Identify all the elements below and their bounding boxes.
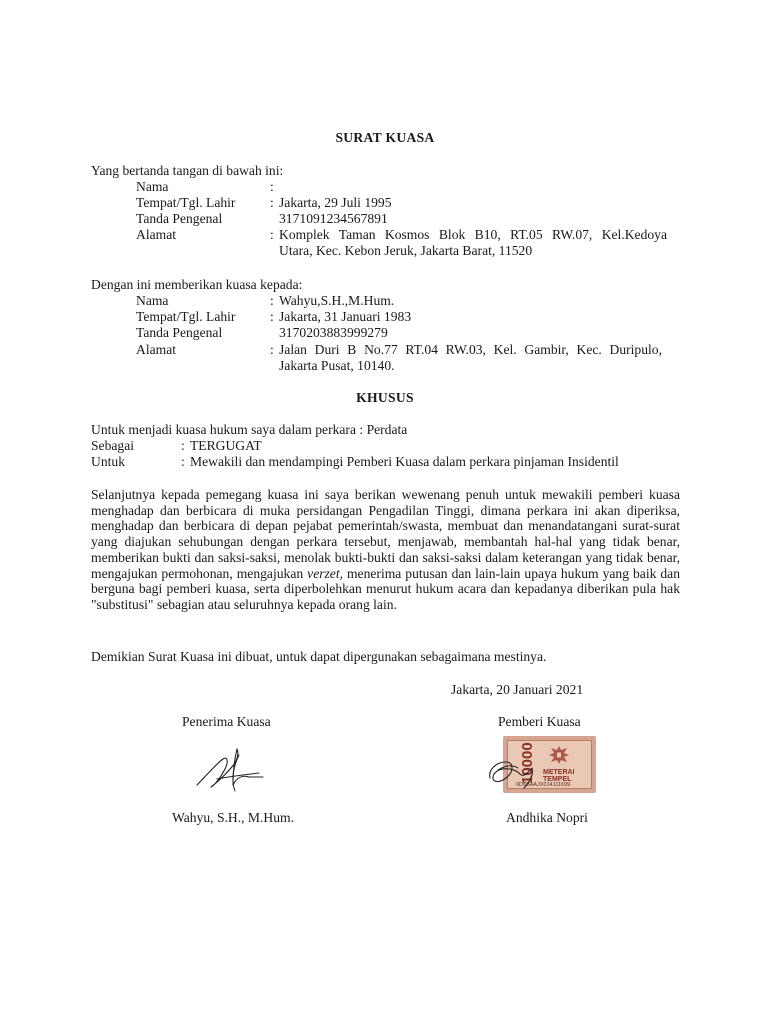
grantor-name-colon: : (270, 179, 274, 194)
grantor-address-label: Alamat (136, 227, 177, 242)
closing-text: Demikian Surat Kuasa ini dibuat, untuk dapat dipergunakan sebagaimana mestinya. (91, 649, 547, 664)
authority-text-part1: Selanjutnya kepada pemegang kuasa ini saya berikan wewenang penuh untuk mewakili pemberi kuasa menghadap dan berbicara di muka persidangan Pengadilan Tinggi, dimana perkara ini akan diperiksa, menghadap dan berbicara di depan pejabat pemerintah/swasta, membuat dan menandatangani surat-surat yang diajukan sehubungan dengan perkara tersebut, menjawab, membantah hal-hal yang tidak benar, memberikan bukti dan saksi-saksi, menolak bukti-bukti dan saksi-saksi dalam keterangan yang tidak benar, mengajukan permohonan, mengajukan (91, 487, 680, 581)
grantee-address-value-line2: Jakarta Pusat, 10140. (279, 358, 395, 373)
grantor-address-colon: : (270, 227, 274, 242)
case-line: Untuk menjadi kuasa hukum saya dalam perkara : Perdata (91, 422, 408, 437)
grantee-id-label: Tanda Pengenal (136, 325, 223, 340)
grantee-name-label: Nama (136, 293, 169, 308)
grantor-birth-colon: : (270, 195, 274, 210)
authority-paragraph (91, 487, 680, 613)
role-label: Sebagai (91, 438, 135, 453)
grantor-birth-label: Tempat/Tgl. Lahir (136, 195, 236, 210)
grantor-name-label: Nama (136, 179, 169, 194)
stamp-label-line2: TEMPEL (543, 776, 572, 783)
grantee-birth-colon: : (270, 309, 274, 324)
role-value: TERGUGAT (190, 438, 262, 453)
grantee-name-colon: : (270, 293, 274, 308)
purpose-value: Mewakili dan mendampingi Pemberi Kuasa dalam perkara pinjaman Insidentil (190, 454, 619, 469)
section-subtitle: KHUSUS (356, 390, 414, 405)
role-colon: : (181, 438, 185, 453)
intro-text: Yang bertanda tangan di bawah ini: (91, 163, 284, 178)
stamp-label-line1: METERAI (543, 769, 575, 776)
grantee-address-colon: : (270, 342, 274, 357)
place-date: Jakarta, 20 Januari 2021 (451, 682, 584, 697)
authority-text-part2: menerima putusan dan lain-lain upaya hukum yang baik dan berguna bagi pemberi kuasa, serta diperbolehkan menurut hukum acara dan kepadanya diberikan pula hak "substitusi" sebagian atau seluruhnya kepada orang lain. (91, 565, 681, 612)
grant-intro-text: Dengan ini memberikan kuasa kepada: (91, 277, 303, 292)
grantor-id-value: 3171091234567891 (279, 211, 388, 226)
recipient-signature (193, 747, 273, 795)
grantee-address-label: Alamat (136, 342, 177, 357)
recipient-name: Wahyu, S.H., M.Hum. (172, 810, 295, 825)
giver-label: Pemberi Kuasa (498, 714, 581, 729)
grantee-name-value: Wahyu,S.H.,M.Hum. (279, 293, 395, 308)
grantor-birth-value: Jakarta, 29 Juli 1995 (279, 195, 392, 210)
grantor-address-value-line2: Utara, Kec. Kebon Jeruk, Jakarta Barat, 11520 (279, 243, 533, 258)
grantor-address-value: Komplek Taman Kosmos Blok B10, RT.05 RW.07, Kel.Kedoya (279, 227, 667, 242)
grantee-id-value: 3170203883999279 (279, 325, 388, 340)
giver-signature (484, 748, 554, 796)
stamp-value: 10000 (519, 742, 536, 784)
grantee-address-value: Jalan Duri B No.77 RT.04 RW.03, Kel. Gambir, Kec. Duripulo, (279, 342, 662, 357)
purpose-colon: : (181, 454, 185, 469)
giver-name: Andhika Nopri (506, 810, 588, 825)
document-title: SURAT KUASA (335, 130, 435, 145)
grantee-birth-label: Tempat/Tgl. Lahir (136, 309, 236, 324)
recipient-label: Penerima Kuasa (182, 714, 271, 729)
authority-text-italic: verzet, (307, 565, 344, 581)
stamp-serial: 6D6BAAJX014111699 (516, 782, 571, 788)
purpose-label: Untuk (91, 454, 125, 469)
grantee-birth-value: Jakarta, 31 Januari 1983 (279, 309, 412, 324)
grantor-id-label: Tanda Pengenal (136, 211, 223, 226)
